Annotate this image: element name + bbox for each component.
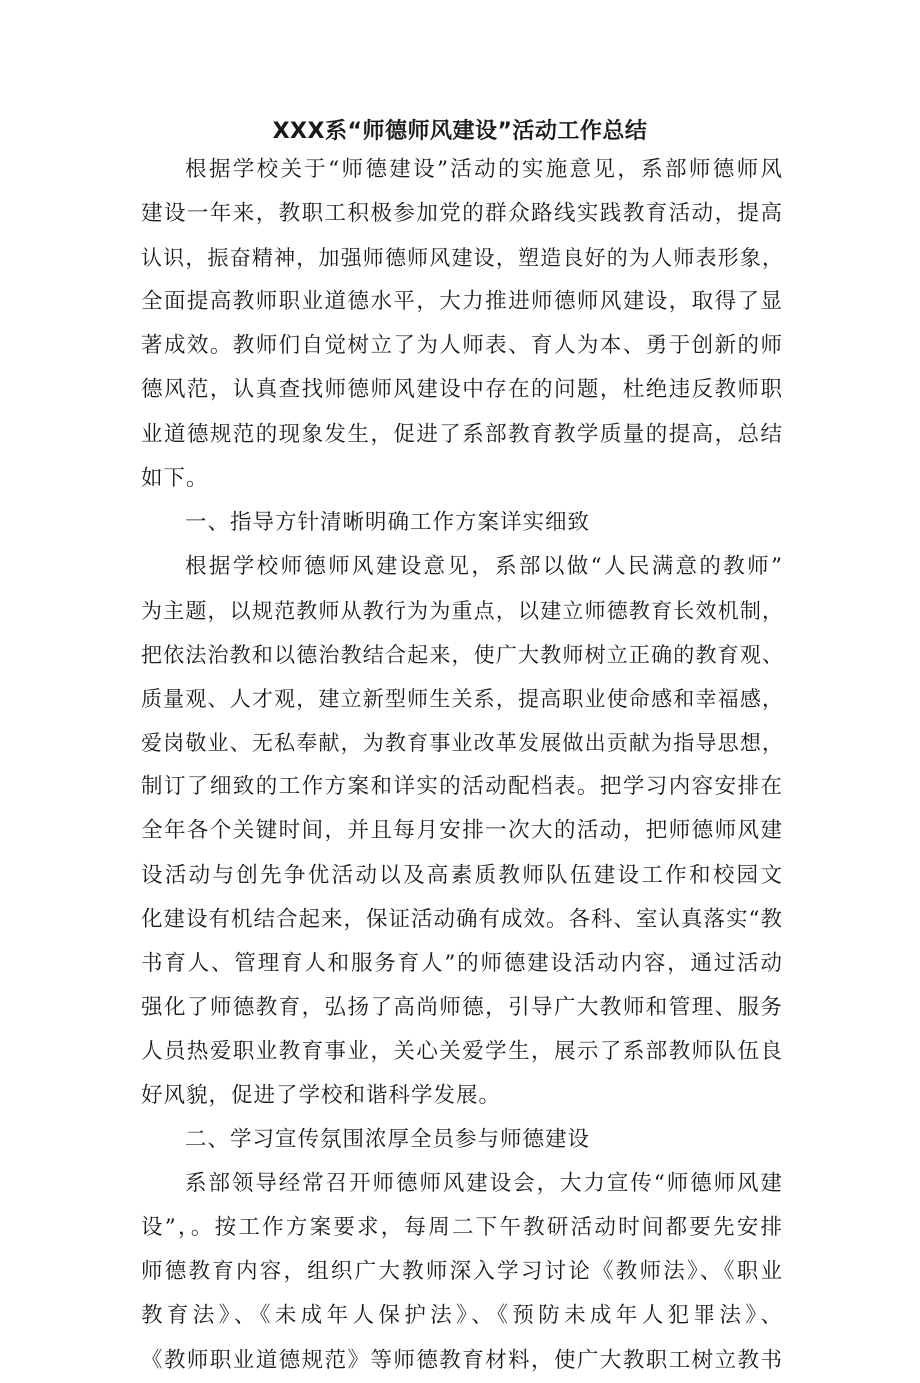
text-line: 《教师职业道德规范》等师德教育材料，使广大教职工树立教书 <box>141 1347 783 1373</box>
text-line: 人员热爱职业教育事业，关心关爱学生，展示了系部教师队伍良 <box>141 1038 783 1064</box>
document-title: XXX系“师德师风建设”活动工作总结 <box>272 119 648 144</box>
text-line: 全年各个关键时间，并且每月安排一次大的活动，把师德师风建 <box>141 818 783 844</box>
text-line: 系部领导经常召开师德师风建设会，大力宣传“师德师风建 <box>185 1171 783 1197</box>
text-line: 业道德规范的现象发生，促进了系部教育教学质量的提高，总结 <box>141 421 783 447</box>
text-line: 爱岗敬业、无私奉献，为教育事业改革发展做出贡献为指导思想， <box>141 731 783 756</box>
text-line: 为主题，以规范教师从教行为为重点，以建立师德教育长效机制， <box>141 598 783 623</box>
text-line: 二、学习宣传氛围浓厚全员参与师德建设 <box>185 1127 591 1153</box>
text-line: 著成效。教师们自觉树立了为人师表、育人为本、勇于创新的师 <box>141 333 783 359</box>
document-body <box>141 148 783 1383</box>
text-line: 制订了细致的工作方案和详实的活动配档表。把学习内容安排在 <box>141 774 783 800</box>
text-line: 设”，。按工作方案要求，每周二下午教研活动时间都要先安排 <box>141 1215 783 1241</box>
text-line: 全面提高教师职业道德水平，大力推进师德师风建设，取得了显 <box>141 289 783 315</box>
text-line: 设活动与创先争优活动以及高素质教师队伍建设工作和校园文 <box>141 862 783 888</box>
text-line: 化建设有机结合起来，保证活动确有成效。各科、室认真落实“教 <box>141 906 783 932</box>
text-line: 书育人、管理育人和服务育人”的师德建设活动内容，通过活动 <box>141 950 783 976</box>
text-line: 根据学校关于“师德建设”活动的实施意见，系部师德师风 <box>185 157 783 182</box>
text-line: 根据学校师德师风建设意见，系部以做“人民满意的教师” <box>185 553 783 579</box>
text-line: 认识，振奋精神，加强师德师风建设，塑造良好的为人师表形象， <box>141 246 783 271</box>
text-line: 好风貌，促进了学校和谐科学发展。 <box>141 1082 502 1108</box>
text-line: 一、指导方针清晰明确工作方案详实细致 <box>185 509 591 535</box>
text-line: 把依法治教和以德治教结合起来，使广大教师树立正确的教育观、 <box>141 643 783 668</box>
text-line: 建设一年来，教职工积极参加党的群众路线实践教育活动，提高 <box>141 201 783 227</box>
text-line: 强化了师德教育，弘扬了高尚师德，引导广大教师和管理、服务 <box>141 994 783 1020</box>
text-line: 教育法》、《未成年人保护法》、《预防未成年人犯罪法》、 <box>141 1303 783 1329</box>
text-line: 师德教育内容，组织广大教师深入学习讨论《教师法》、《职业 <box>141 1259 783 1285</box>
text-line: 德风范，认真查找师德师风建设中存在的问题，杜绝违反教师职 <box>141 377 783 403</box>
text-line: 如下。 <box>141 465 209 491</box>
text-line: 质量观、人才观，建立新型师生关系，提高职业使命感和幸福感， <box>141 687 783 712</box>
